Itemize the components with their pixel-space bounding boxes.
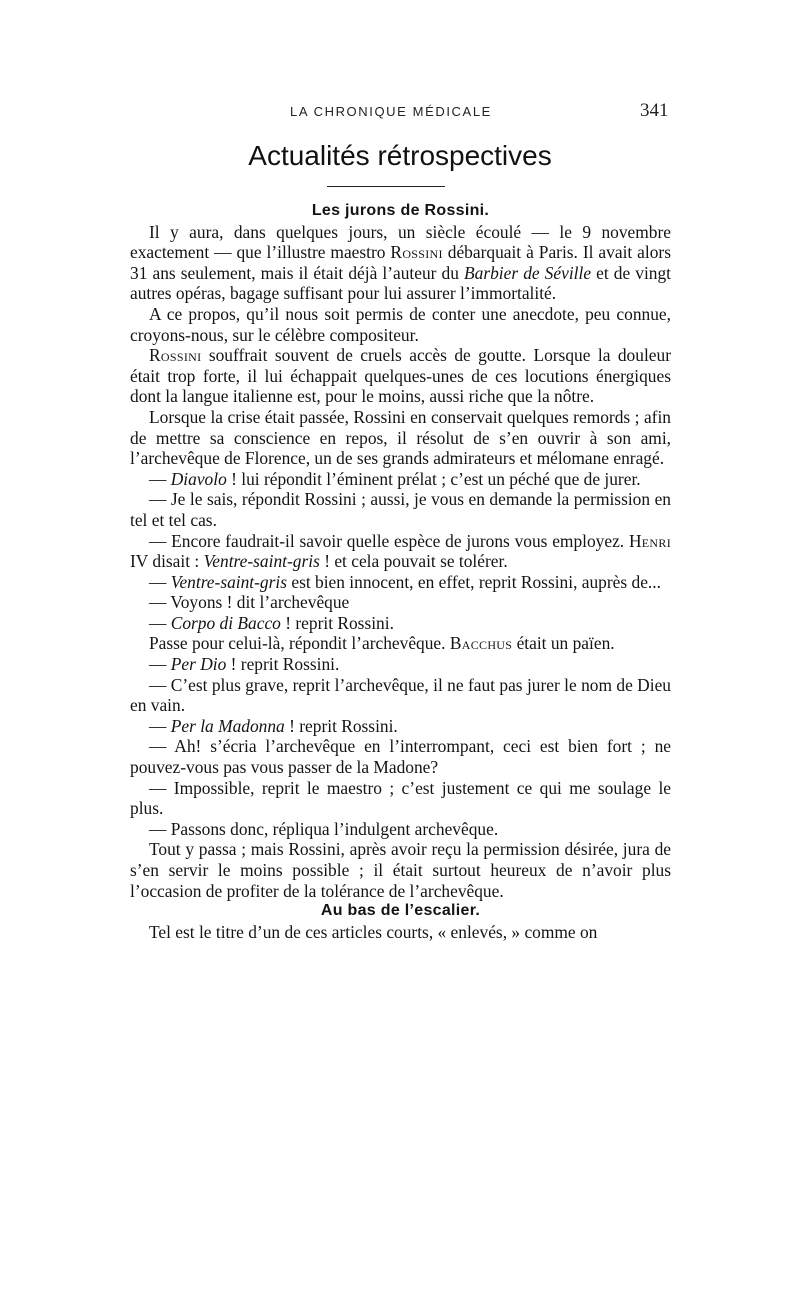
title-divider [327,186,445,187]
running-head: LA CHRONIQUE MÉDICALE [290,104,492,119]
person-name: Rossini [390,242,443,263]
page-title: Actualités rétrospectives [248,140,552,171]
person-name: Henri [628,530,671,551]
dialogue-line: — Diavolo ! lui répondit l’éminent prélat ; c’est un péché que de jurer. [149,468,641,489]
paragraph: Rossini souffrait souvent de cruels accès de goutte. Lorsque la douleur était trop forte, il lui échappait quelques-unes de ces locutions énergiques dont la langue italienne est, pour le moins, aussi riche que la nôtre. [130,345,671,407]
section-heading-rossini: Les jurons de Rossini. [311,202,490,219]
person-name: Bacchus [449,633,513,654]
dialogue-line: — Encore faudrait-il savoir quelle espèce de jurons vous employez. Henri IV disait : Ventre-saint-gris ! et cela pouvait se tolérer. [130,530,671,572]
paragraph: A ce propos, qu’il nous soit permis de conter une anecdote, peu connue, croyons-nous, sur le célèbre compositeur. [130,303,671,345]
paragraph: Il y aura, dans quelques jours, un siècle écoulé — le 9 novembre exactement — que l’illustre maestro Rossini débarquait à Paris. Il avait alors 31 ans seulement, mais il était déjà l’auteur du Barbier de Séville et de vingt autres opéras, bagage suffisant pour lui assurer l’immortalité. [130,221,671,304]
paragraph: Tel est le titre d’un de ces articles courts, « enlevés, » comme on [149,921,598,942]
dialogue-line: — Per la Madonna ! reprit Rossini. [149,715,398,736]
section-heading-escalier: Au bas de l’escalier. [320,902,481,920]
paragraph: Tout y passa ; mais Rossini, après avoir reçu la permission désirée, jura de s’en servir le moins possible ; il était surtout heureux de n’avoir plus l’occasion de profiter de la tolérance de l’archevêque. [130,839,671,901]
dialogue-line: — Per Dio ! reprit Rossini. [149,654,340,675]
dialogue-line: — Passons donc, répliqua l’indulgent archevêque. [149,818,499,839]
dialogue-line: — C’est plus grave, reprit l’archevêque, il ne faut pas jurer le nom de Dieu en vain. [130,674,671,716]
dialogue-line: — Ah! s’écria l’archevêque en l’interrompant, ceci est bien fort ; ne pouvez-vous pas vous passer de la Madone? [130,736,671,778]
page-number: 341 [640,100,669,121]
person-name: Rossini [149,345,202,366]
paragraph: Lorsque la crise était passée, Rossini en conservait quelques remords ; afin de mettre sa conscience en repos, il résolut de s’en ouvrir à son ami, l’archevêque de Florence, un de ses grands admirateurs et mélomane enragé. [130,406,671,469]
dialogue-line: — Corpo di Bacco ! reprit Rossini. [149,612,394,633]
opera-title: Barbier de Séville [464,262,592,283]
article-body [130,201,671,942]
dialogue-line: — Je le sais, répondit Rossini ; aussi, je vous en demande la permission en tel et tel cas. [130,489,671,530]
dialogue-line: — Voyons ! dit l’archevêque [149,592,350,613]
dialogue-line: — Impossible, reprit le maestro ; c’est justement ce qui me soulage le plus. [130,777,671,819]
dialogue-line: Passe pour celui-là, répondit l’archevêque. Bacchus était un païen. [149,633,615,654]
dialogue-line: — Ventre-saint-gris est bien innocent, en effet, reprit Rossini, auprès de... [149,571,661,592]
